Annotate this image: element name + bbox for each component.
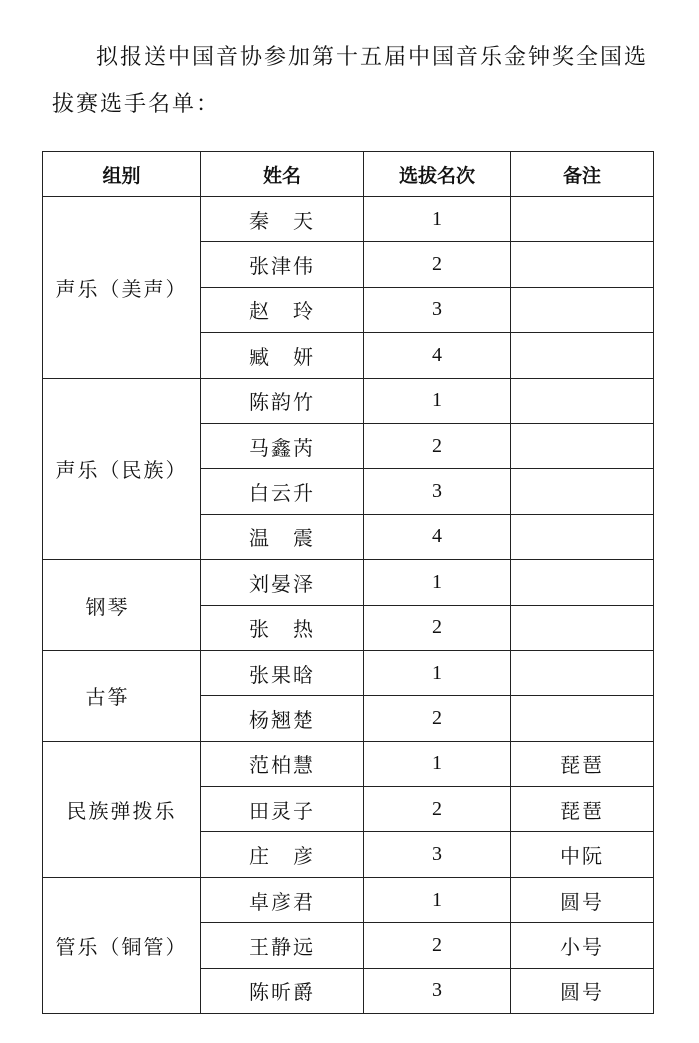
- contestant-table: [42, 151, 654, 1014]
- note-cell: [511, 287, 654, 332]
- group-cell: 声乐（民族）: [43, 378, 201, 560]
- header-note: 备注: [511, 152, 654, 197]
- name-cell: 马鑫芮: [201, 423, 364, 468]
- name-cell: 范柏慧: [201, 741, 364, 786]
- group-cell: 声乐（美声）: [43, 197, 201, 379]
- table-body: [43, 197, 654, 1014]
- rank-cell: 2: [364, 423, 511, 468]
- name-cell: 陈昕爵: [201, 968, 364, 1013]
- table-row: [43, 877, 654, 922]
- header-group: 组别: [43, 152, 201, 197]
- name-cell: 王静远: [201, 923, 364, 968]
- rank-cell: 2: [364, 787, 511, 832]
- header-rank: 选拔名次: [364, 152, 511, 197]
- table-row: [43, 378, 654, 423]
- name-cell: 庄 彦: [201, 832, 364, 877]
- note-cell: [511, 469, 654, 514]
- rank-cell: 3: [364, 287, 511, 332]
- rank-cell: 1: [364, 560, 511, 605]
- note-cell: 圆号: [511, 968, 654, 1013]
- note-cell: [511, 514, 654, 559]
- rank-cell: 1: [364, 197, 511, 242]
- note-cell: [511, 423, 654, 468]
- rank-cell: 2: [364, 242, 511, 287]
- table-row: [43, 197, 654, 242]
- note-cell: [511, 696, 654, 741]
- rank-cell: 3: [364, 469, 511, 514]
- rank-cell: 2: [364, 923, 511, 968]
- intro-paragraph: 拟报送中国音协参加第十五届中国音乐金钟奖全国选拔赛选手名单：: [52, 45, 649, 117]
- name-cell: 秦 天: [201, 197, 364, 242]
- group-cell: 古筝: [43, 650, 201, 741]
- rank-cell: 2: [364, 605, 511, 650]
- name-cell: 温 震: [201, 514, 364, 559]
- rank-cell: 1: [364, 650, 511, 695]
- note-cell: [511, 197, 654, 242]
- group-cell: 民族弹拨乐: [43, 741, 201, 877]
- name-cell: 张津伟: [201, 242, 364, 287]
- name-cell: 杨翘楚: [201, 696, 364, 741]
- name-cell: 卓彦君: [201, 877, 364, 922]
- table-row: [43, 560, 654, 605]
- table-row: [43, 650, 654, 695]
- rank-cell: 2: [364, 696, 511, 741]
- note-cell: 琵琶: [511, 741, 654, 786]
- note-cell: 小号: [511, 923, 654, 968]
- note-cell: 琵琶: [511, 787, 654, 832]
- note-cell: [511, 560, 654, 605]
- note-cell: [511, 242, 654, 287]
- note-cell: [511, 650, 654, 695]
- name-cell: 张果晗: [201, 650, 364, 695]
- rank-cell: 1: [364, 877, 511, 922]
- group-cell: 管乐（铜管）: [43, 877, 201, 1013]
- name-cell: 张 热: [201, 605, 364, 650]
- note-cell: 中阮: [511, 832, 654, 877]
- note-cell: 圆号: [511, 877, 654, 922]
- name-cell: 田灵子: [201, 787, 364, 832]
- table-row: [43, 741, 654, 786]
- rank-cell: 4: [364, 333, 511, 378]
- note-cell: [511, 605, 654, 650]
- rank-cell: 3: [364, 832, 511, 877]
- name-cell: 臧 妍: [201, 333, 364, 378]
- note-cell: [511, 333, 654, 378]
- rank-cell: 1: [364, 378, 511, 423]
- header-name: 姓名: [201, 152, 364, 197]
- rank-cell: 1: [364, 741, 511, 786]
- group-cell: 钢琴: [43, 560, 201, 651]
- name-cell: 刘晏泽: [201, 560, 364, 605]
- name-cell: 赵 玲: [201, 287, 364, 332]
- rank-cell: 3: [364, 968, 511, 1013]
- rank-cell: 4: [364, 514, 511, 559]
- table-header-row: [43, 152, 654, 197]
- name-cell: 白云升: [201, 469, 364, 514]
- name-cell: 陈韵竹: [201, 378, 364, 423]
- note-cell: [511, 378, 654, 423]
